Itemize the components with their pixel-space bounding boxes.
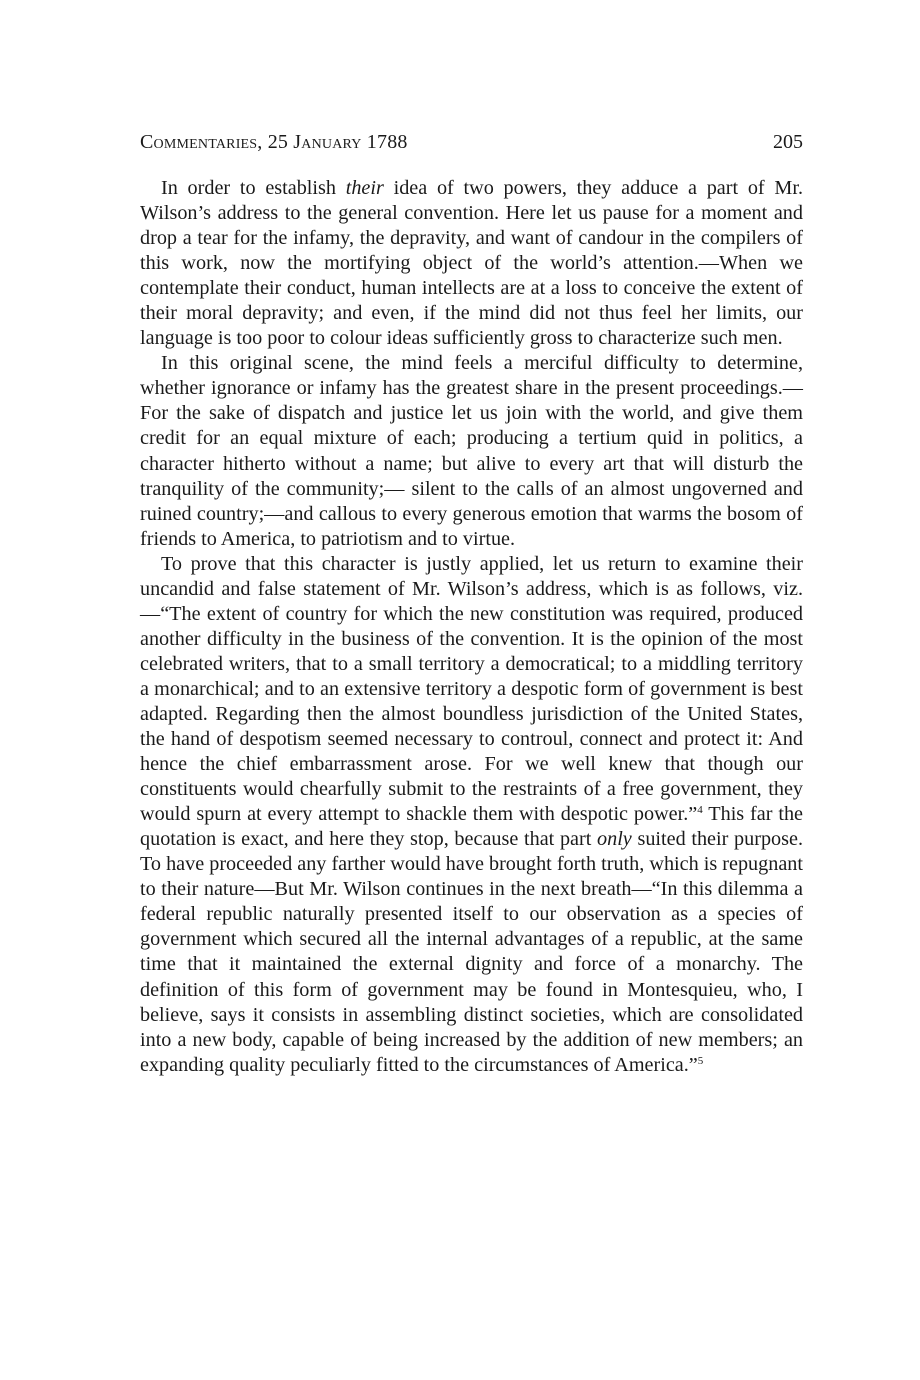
paragraph-3-italic: only <box>597 828 632 851</box>
paragraph-2-text: In this original scene, the mind feels a merciful difficulty to determine, whether ignorance or infamy has the greatest share in the present proceedings.—For the sake of dispatch and justice let us join with the world, and give them credit for an equal mixture of each; producing a tertium quid in politics, a character hitherto without a name; but alive to every art that will disturb the tranquility of the community;— silent to the calls of an almost ungoverned and ruined country;—and callous to every generous emotion that warms the bosom of friends to America, to patriotism and to virtue. <box>140 352 803 550</box>
paragraph-1 <box>140 176 803 351</box>
footnote-marker-5: 5 <box>697 1054 704 1067</box>
running-head <box>140 127 803 157</box>
paragraph-2 <box>140 351 803 551</box>
body-text <box>140 176 803 1078</box>
running-head-title: Commentaries, 25 January 1788 <box>140 131 408 153</box>
paragraph-1-text-a: In order to establish <box>161 177 346 199</box>
footnote-marker-4: 4 <box>697 804 703 817</box>
paragraph-3 <box>140 552 803 1078</box>
paragraph-3-text-c: suited their purpose. To have proceeded any farther would have brought forth truth, which is repugnant to their nature—But Mr. Wilson continues in the next breath—“In this dilemma a federal republic naturally presented itself to our observation as a species of government which secured all the internal advantages of a republic, at the same time that it maintained the external dignity and force of a monarchy. The definition of this form of government may be found in Montesquieu, who, I believe, says it consists in assembling distinct societies, which are consolidated into a new body, capable of being increased by the addition of new members; an expanding quality peculiarly fitted to the circumstances of America.” <box>140 828 803 1076</box>
paragraph-1-text-b: idea of two powers, they adduce a part of Mr. Wilson’s address to the general convention. Here let us pause for a moment and drop a tear for the infamy, the depravity, and want of candour in the compilers of this work, now the mortifying object of the world’s attention.—When we contemplate their conduct, human intellects are at a loss to conceive the extent of their moral depravity; and even, if the mind did not thus feel her limits, our language is too poor to colour ideas sufficiently gross to characterize such men. <box>140 177 803 350</box>
page-number: 205 <box>773 131 803 153</box>
paragraph-1-italic: their <box>345 177 384 199</box>
paragraph-3-text-b: This far the quotation is exact, and here they stop, because that part <box>140 803 804 851</box>
paragraph-3-text-a: To prove that this character is justly applied, let us return to examine their uncandid and false statement of Mr. Wilson’s address, which is as follows, viz.—“The extent of country for which the new constitution was required, produced another difficulty in the business of the convention. It is the opinion of the most celebrated writers, that to a small territory a democratical; to a middling territory a monarchical; and to an extensive territory a despotic form of government is best adapted. Regarding then the almost boundless jurisdiction of the United States, the hand of despotism seemed necessary to controul, connect and protect it: And hence the chief embarrassment arose. For we well knew that though our constituents would chearfully submit to the restraints of a free government, they would spurn at every attempt to shackle them with despotic power.” <box>140 552 803 826</box>
